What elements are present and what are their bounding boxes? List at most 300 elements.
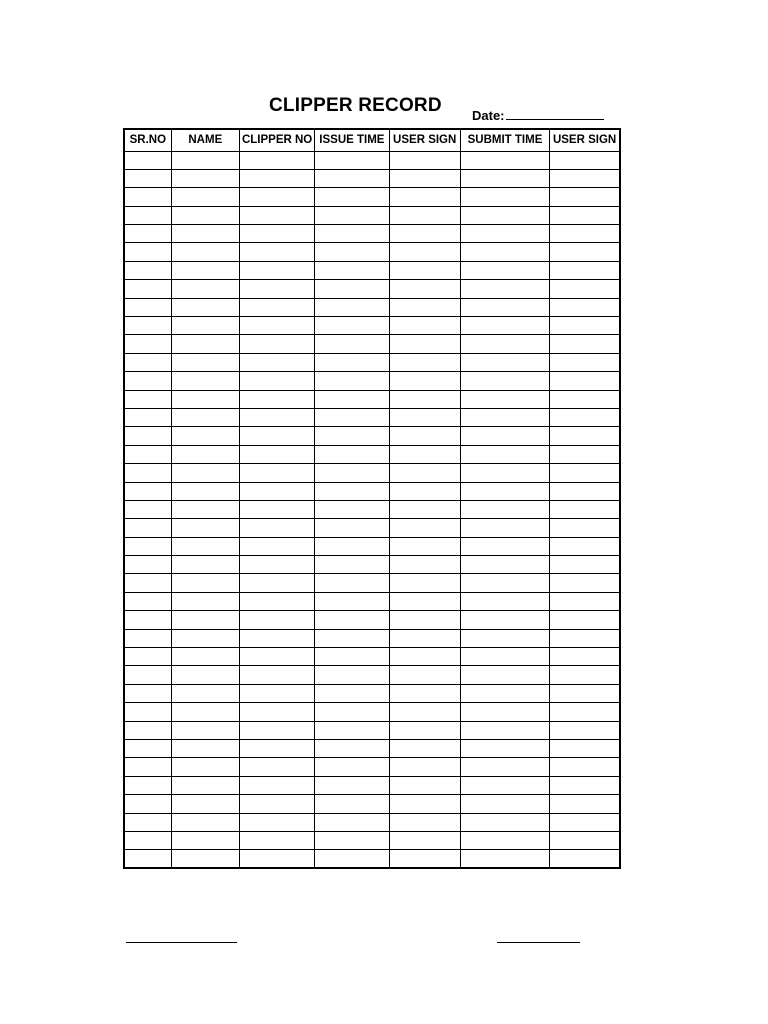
table-cell (389, 813, 460, 831)
table-cell (460, 850, 549, 868)
table-cell (460, 335, 549, 353)
table-cell (550, 611, 620, 629)
table-cell (124, 464, 171, 482)
table-cell (315, 353, 389, 371)
table-cell (171, 629, 239, 647)
table-cell (239, 280, 314, 298)
table-cell (239, 243, 314, 261)
table-cell (315, 758, 389, 776)
table-row (124, 740, 620, 758)
column-header-issue-time: ISSUE TIME (315, 129, 389, 151)
table-cell (550, 519, 620, 537)
table-cell (239, 353, 314, 371)
table-cell (550, 169, 620, 187)
table-cell (171, 648, 239, 666)
column-header-clipper-no: CLIPPER NO (239, 129, 314, 151)
table-cell (315, 831, 389, 849)
table-cell (389, 684, 460, 702)
table-cell (389, 721, 460, 739)
table-row (124, 390, 620, 408)
table-cell (389, 519, 460, 537)
table-cell (239, 317, 314, 335)
table-cell (239, 666, 314, 684)
table-row (124, 795, 620, 813)
table-cell (171, 592, 239, 610)
table-cell (124, 592, 171, 610)
table-cell (315, 776, 389, 794)
table-cell (171, 611, 239, 629)
table-cell (239, 169, 314, 187)
table-cell (550, 408, 620, 426)
table-cell (460, 795, 549, 813)
table-cell (389, 556, 460, 574)
table-cell (171, 408, 239, 426)
table-cell (315, 648, 389, 666)
table-cell (239, 831, 314, 849)
table-cell (171, 243, 239, 261)
table-row (124, 298, 620, 316)
table-cell (460, 372, 549, 390)
column-header-name: NAME (171, 129, 239, 151)
table-cell (389, 445, 460, 463)
table-row (124, 703, 620, 721)
date-field (472, 108, 604, 123)
table-cell (550, 666, 620, 684)
table-cell (550, 243, 620, 261)
table-cell (550, 464, 620, 482)
table-cell (460, 592, 549, 610)
table-cell (550, 427, 620, 445)
table-cell (460, 188, 549, 206)
table-row (124, 372, 620, 390)
table-cell (315, 243, 389, 261)
table-cell (460, 574, 549, 592)
table-row (124, 831, 620, 849)
table-cell (171, 261, 239, 279)
table-cell (239, 795, 314, 813)
column-header-user-sign-issue: USER SIGN (389, 129, 460, 151)
table-cell (239, 482, 314, 500)
table-cell (124, 243, 171, 261)
table-row (124, 684, 620, 702)
table-cell (239, 298, 314, 316)
table-cell (315, 445, 389, 463)
table-cell (389, 408, 460, 426)
table-cell (550, 225, 620, 243)
table-cell (550, 390, 620, 408)
table-row (124, 225, 620, 243)
table-cell (315, 225, 389, 243)
table-cell (315, 721, 389, 739)
table-cell (239, 740, 314, 758)
table-cell (124, 206, 171, 224)
table-cell (460, 169, 549, 187)
table-cell (124, 225, 171, 243)
table-cell (315, 684, 389, 702)
table-cell (315, 482, 389, 500)
table-cell (460, 519, 549, 537)
table-cell (550, 317, 620, 335)
table-cell (171, 317, 239, 335)
table-row (124, 169, 620, 187)
table-cell (315, 427, 389, 445)
table-row (124, 464, 620, 482)
table-cell (124, 721, 171, 739)
table-cell (460, 684, 549, 702)
table-cell (124, 408, 171, 426)
table-cell (389, 703, 460, 721)
table-cell (315, 500, 389, 518)
table-cell (550, 740, 620, 758)
table-cell (460, 225, 549, 243)
table-cell (550, 850, 620, 868)
table-cell (460, 556, 549, 574)
table-cell (239, 225, 314, 243)
table-row (124, 574, 620, 592)
table-cell (550, 813, 620, 831)
table-cell (239, 390, 314, 408)
table-cell (460, 445, 549, 463)
table-cell (171, 169, 239, 187)
table-cell (171, 464, 239, 482)
table-row (124, 776, 620, 794)
table-row (124, 500, 620, 518)
table-cell (239, 813, 314, 831)
table-cell (171, 574, 239, 592)
table-cell (124, 372, 171, 390)
table-cell (315, 372, 389, 390)
table-cell (171, 703, 239, 721)
table-cell (460, 390, 549, 408)
table-row (124, 850, 620, 868)
table-row (124, 556, 620, 574)
table-cell (315, 169, 389, 187)
table-cell (315, 703, 389, 721)
table-cell (171, 740, 239, 758)
table-cell (389, 317, 460, 335)
table-cell (460, 464, 549, 482)
table-cell (315, 666, 389, 684)
table-row (124, 721, 620, 739)
table-cell (460, 243, 549, 261)
table-cell (239, 372, 314, 390)
table-cell (171, 795, 239, 813)
table-cell (239, 206, 314, 224)
table-cell (124, 831, 171, 849)
table-cell (460, 408, 549, 426)
table-cell (171, 280, 239, 298)
table-cell (550, 758, 620, 776)
table-cell (124, 353, 171, 371)
table-cell (171, 151, 239, 169)
table-cell (239, 445, 314, 463)
table-cell (124, 519, 171, 537)
table-cell (389, 188, 460, 206)
table-row (124, 353, 620, 371)
table-cell (239, 684, 314, 702)
table-cell (389, 537, 460, 555)
table-cell (315, 795, 389, 813)
table-row (124, 188, 620, 206)
table-row (124, 666, 620, 684)
table-cell (124, 758, 171, 776)
table-cell (315, 408, 389, 426)
table-cell (124, 574, 171, 592)
table-cell (389, 592, 460, 610)
table-cell (460, 776, 549, 794)
column-header-sr-no: SR.NO (124, 129, 171, 151)
table-cell (239, 703, 314, 721)
table-row (124, 335, 620, 353)
table-row (124, 629, 620, 647)
table-cell (124, 151, 171, 169)
table-cell (389, 298, 460, 316)
table-cell (171, 556, 239, 574)
table-cell (315, 390, 389, 408)
table-cell (460, 280, 549, 298)
table-cell (315, 556, 389, 574)
table-cell (315, 317, 389, 335)
table-cell (239, 574, 314, 592)
table-cell (550, 703, 620, 721)
table-cell (315, 335, 389, 353)
table-cell (124, 298, 171, 316)
table-cell (389, 390, 460, 408)
table-cell (550, 684, 620, 702)
table-cell (460, 151, 549, 169)
table-cell (389, 464, 460, 482)
table-cell (389, 206, 460, 224)
table-cell (550, 445, 620, 463)
table-cell (460, 611, 549, 629)
table-cell (124, 556, 171, 574)
table-cell (171, 482, 239, 500)
table-cell (124, 188, 171, 206)
table-cell (315, 464, 389, 482)
table-cell (460, 740, 549, 758)
column-header-user-sign-submit: USER SIGN (550, 129, 620, 151)
table-cell (460, 298, 549, 316)
table-cell (171, 537, 239, 555)
table-cell (389, 372, 460, 390)
table-cell (239, 464, 314, 482)
table-cell (239, 151, 314, 169)
table-cell (550, 298, 620, 316)
table-row (124, 445, 620, 463)
table-cell (124, 611, 171, 629)
table-cell (389, 335, 460, 353)
table-cell (550, 629, 620, 647)
table-cell (460, 261, 549, 279)
table-cell (315, 592, 389, 610)
table-cell (239, 537, 314, 555)
table-cell (315, 537, 389, 555)
table-cell (460, 758, 549, 776)
table-cell (460, 629, 549, 647)
table-cell (239, 408, 314, 426)
table-cell (550, 648, 620, 666)
table-cell (171, 445, 239, 463)
table-cell (315, 519, 389, 537)
table-cell (460, 666, 549, 684)
table-cell (460, 206, 549, 224)
table-cell (239, 776, 314, 794)
table-cell (550, 831, 620, 849)
table-cell (171, 813, 239, 831)
table-cell (550, 592, 620, 610)
table-cell (124, 684, 171, 702)
table-cell (460, 500, 549, 518)
table-cell (460, 427, 549, 445)
table-cell (124, 850, 171, 868)
table-cell (239, 850, 314, 868)
table-cell (124, 537, 171, 555)
table-cell (389, 574, 460, 592)
table-cell (460, 721, 549, 739)
table-cell (550, 537, 620, 555)
table-cell (550, 206, 620, 224)
table-cell (389, 758, 460, 776)
table-cell (460, 813, 549, 831)
table-cell (239, 592, 314, 610)
table-cell (389, 243, 460, 261)
table-cell (389, 427, 460, 445)
table-cell (389, 740, 460, 758)
table-cell (171, 298, 239, 316)
table-cell (389, 629, 460, 647)
table-cell (124, 261, 171, 279)
table-cell (124, 500, 171, 518)
table-row (124, 280, 620, 298)
table-cell (550, 500, 620, 518)
table-cell (124, 335, 171, 353)
table-cell (171, 721, 239, 739)
table-cell (239, 758, 314, 776)
table-row (124, 537, 620, 555)
table-row (124, 611, 620, 629)
table-cell (239, 629, 314, 647)
table-cell (389, 611, 460, 629)
table-row (124, 758, 620, 776)
table-cell (550, 261, 620, 279)
table-cell (460, 353, 549, 371)
table-cell (460, 317, 549, 335)
table-row (124, 592, 620, 610)
table-cell (171, 225, 239, 243)
table-cell (550, 372, 620, 390)
table-cell (389, 500, 460, 518)
table-cell (124, 482, 171, 500)
table-cell (550, 556, 620, 574)
table-cell (550, 776, 620, 794)
date-blank-line (506, 108, 604, 120)
table-cell (315, 298, 389, 316)
table-cell (171, 850, 239, 868)
table-cell (171, 776, 239, 794)
table-cell (239, 427, 314, 445)
table-cell (239, 648, 314, 666)
table-cell (124, 317, 171, 335)
table-cell (239, 335, 314, 353)
signature-line-left (126, 941, 237, 943)
date-label: Date: (472, 108, 505, 123)
table-row (124, 317, 620, 335)
table-row (124, 648, 620, 666)
table-cell (389, 353, 460, 371)
table-cell (171, 206, 239, 224)
table-body (124, 151, 620, 868)
table-cell (171, 188, 239, 206)
table-header-row (124, 129, 620, 151)
table-row (124, 482, 620, 500)
table-cell (389, 151, 460, 169)
table-cell (239, 519, 314, 537)
table-cell (124, 629, 171, 647)
column-header-submit-time: SUBMIT TIME (460, 129, 549, 151)
table-cell (550, 188, 620, 206)
table-cell (389, 831, 460, 849)
table-cell (550, 721, 620, 739)
table-cell (315, 629, 389, 647)
table-cell (124, 427, 171, 445)
table-cell (315, 850, 389, 868)
table-cell (124, 169, 171, 187)
table-cell (550, 353, 620, 371)
table-cell (171, 427, 239, 445)
table-cell (171, 758, 239, 776)
table-cell (550, 795, 620, 813)
table-cell (550, 335, 620, 353)
table-cell (171, 666, 239, 684)
table-cell (315, 740, 389, 758)
signature-line-right (497, 941, 580, 943)
table-cell (171, 519, 239, 537)
table-row (124, 408, 620, 426)
table-cell (460, 703, 549, 721)
table-row (124, 813, 620, 831)
table-cell (124, 776, 171, 794)
table-cell (171, 500, 239, 518)
table-cell (124, 280, 171, 298)
table-cell (124, 648, 171, 666)
table-cell (171, 390, 239, 408)
table-cell (389, 776, 460, 794)
table-cell (239, 556, 314, 574)
table-cell (389, 648, 460, 666)
table-cell (550, 574, 620, 592)
table-cell (315, 261, 389, 279)
table-cell (315, 574, 389, 592)
table-cell (239, 611, 314, 629)
table-row (124, 427, 620, 445)
table-cell (460, 831, 549, 849)
table-cell (550, 280, 620, 298)
table-row (124, 261, 620, 279)
table-row (124, 243, 620, 261)
table-cell (315, 151, 389, 169)
table-cell (315, 188, 389, 206)
table-cell (124, 390, 171, 408)
table-cell (550, 482, 620, 500)
table-cell (389, 850, 460, 868)
table-cell (315, 206, 389, 224)
table-cell (124, 445, 171, 463)
table-cell (389, 169, 460, 187)
table-cell (389, 280, 460, 298)
table-cell (550, 151, 620, 169)
table-cell (124, 703, 171, 721)
table-cell (239, 500, 314, 518)
